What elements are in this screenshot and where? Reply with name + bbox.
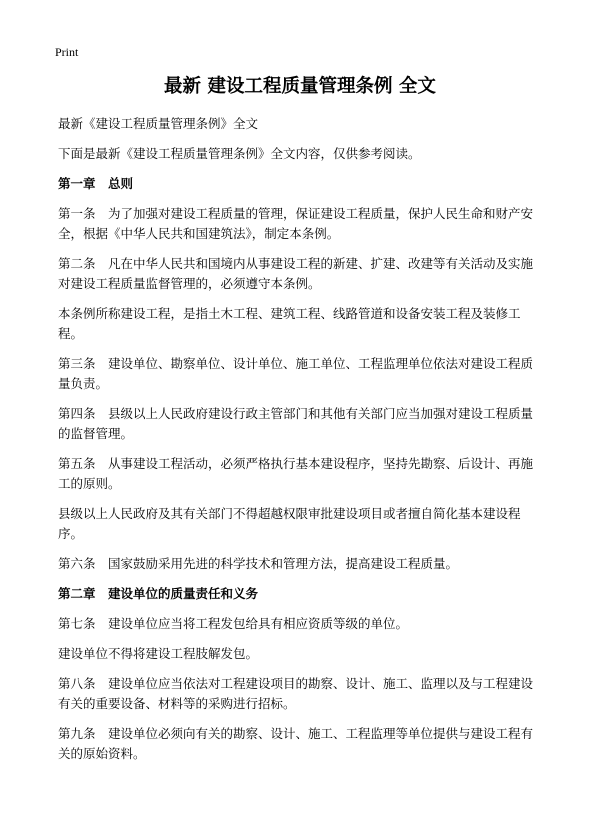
intro-paragraph: 下面是最新《建设工程质量管理条例》全文内容，仅供参考阅读。 [58, 146, 421, 161]
article-7: 第七条 建设单位应当将工程发包给具有相应资质等级的单位。 [58, 616, 409, 631]
article-1: 第一条 为了加强对建设工程质量的管理，保证建设工程质量，保护人民生命和财产安全，根据《中华人民共和国建筑法》，制定本条例。 [58, 206, 534, 241]
article-5-clause: 县级以上人民政府及其有关部门不得超越权限审批建设项目或者擅自简化基本建设程序。 [58, 506, 521, 541]
document-title: 最新 建设工程质量管理条例 全文 [164, 76, 436, 97]
article-6: 第六条 国家鼓励采用先进的科学技术和管理方法，提高建设工程质量。 [58, 556, 459, 571]
article-8: 第八条 建设单位应当依法对工程建设项目的勘察、设计、施工、监理以及与工程建设有关的重要设备、材料等的采购进行招标。 [58, 676, 534, 711]
article-9: 第九条 建设单位必须向有关的勘察、设计、施工、工程监理等单位提供与建设工程有关的原始资料。 [58, 726, 534, 761]
article-2: 第二条 凡在中华人民共和国境内从事建设工程的新建、扩建、改建等有关活动及实施对建设工程质量监督管理的，必须遵守本条例。 [58, 256, 534, 291]
article-4: 第四条 县级以上人民政府建设行政主管部门和其他有关部门应当加强对建设工程质量的监督管理。 [58, 406, 534, 441]
print-link[interactable]: Print [55, 45, 79, 59]
article-7-clause: 建设单位不得将建设工程肢解发包。 [58, 646, 259, 661]
chapter-heading-1: 第一章 总则 [58, 176, 134, 191]
article-3: 第三条 建设单位、勘察单位、设计单位、施工单位、工程监理单位依法对建设工程质量负责。 [58, 356, 534, 391]
document-subtitle: 最新《建设工程质量管理条例》全文 [58, 116, 259, 131]
article-2-clause: 本条例所称建设工程，是指土木工程、建筑工程、线路管道和设备安装工程及装修工程。 [58, 306, 521, 341]
chapter-heading-2: 第二章 建设单位的质量责任和义务 [58, 586, 259, 601]
article-5: 第五条 从事建设工程活动，必须严格执行基本建设程序，坚持先勘察、后设计、再施工的原则。 [58, 456, 534, 491]
